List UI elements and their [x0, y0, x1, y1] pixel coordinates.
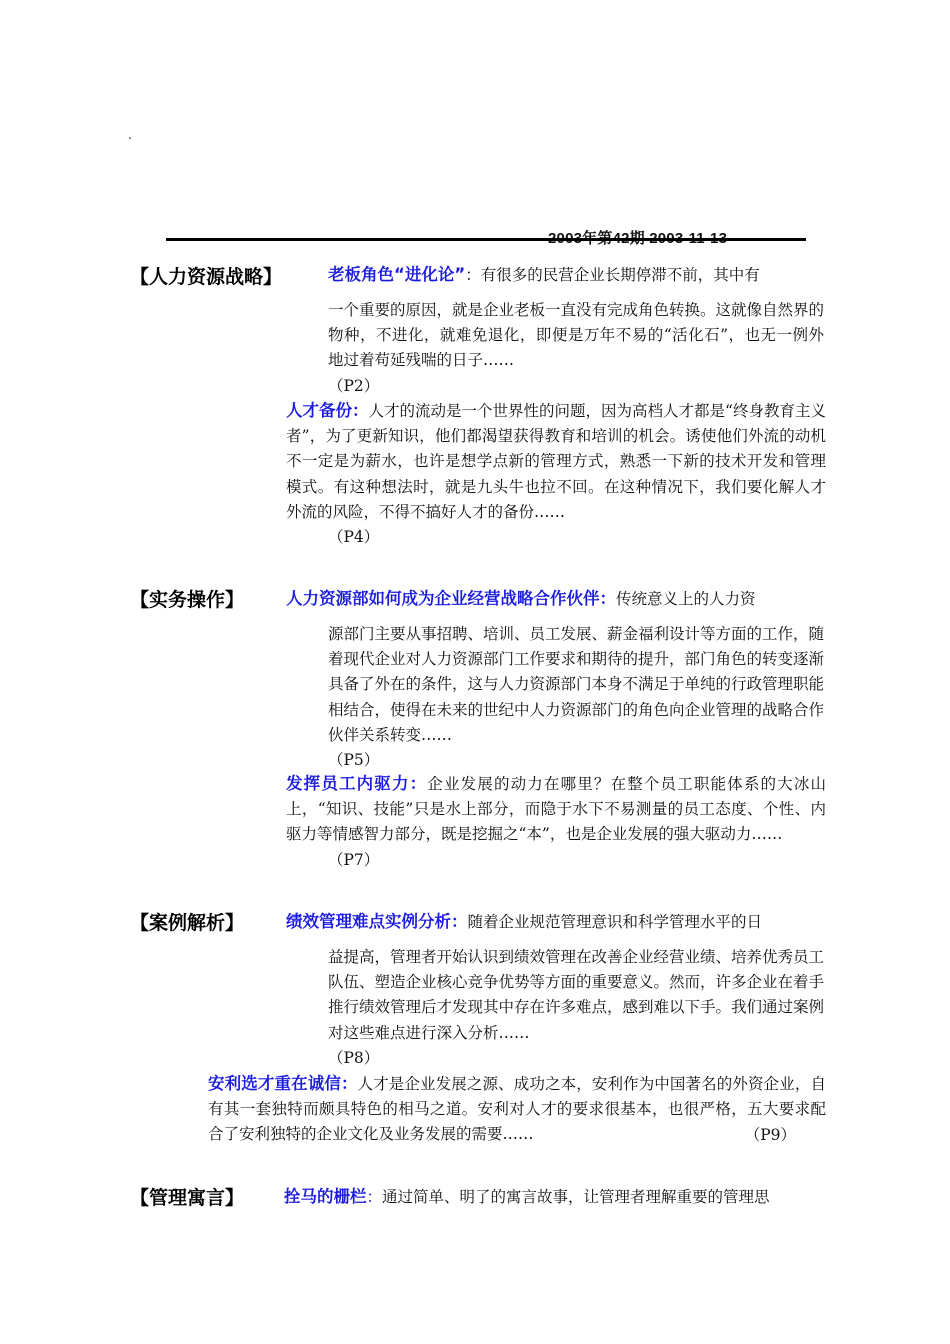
article-talent-backup-title[interactable]: 人才备份： [286, 401, 369, 420]
article-amway: 安利选才重在诚信：人才是企业发展之源、成功之本，安利作为中国著名的外资企业，自有其一套独特而颇具特色的相马之道。安利对人才的要求很基本，也很严格，五大要求配合了安利独特的企业文化及业务发展的需要…… （P9） [208, 1071, 826, 1148]
article-fence-title[interactable]: 拴马的栅栏 [284, 1187, 367, 1206]
article-performance-title[interactable]: 绩效管理难点实例分析： [286, 912, 468, 931]
stray-dot: . [128, 128, 132, 142]
page-ref: （P2） [328, 376, 380, 395]
article-boss-role-first-line: 老板角色“进化论”：有很多的民营企业长期停滞不前，其中有 [328, 265, 760, 284]
section-practice: 【实务操作】 [130, 589, 245, 611]
article-employee-drive: 发挥员工内驱力：企业发展的动力在哪里？在整个员工职能体系的大冰山上，“知识、技能”只是水上部分，而隐于水下不易测量的员工态度、个性、内驱力等情感智力部分，既是挖掘之“本”，也是企业发展的强大驱动力…… （P7） [286, 771, 826, 873]
page-ref: （P9） [744, 1125, 796, 1144]
page-ref: （P7） [328, 850, 380, 869]
article-boss-role-title[interactable]: 老板角色“进化论” [328, 265, 466, 284]
article-talent-backup: 人才备份：人才的流动是一个世界性的问题，因为高档人才都是“终身教育主义者”，为了更新知识，他们都渴望获得教育和培训的机会。诱使他们外流的动机不一定是为薪水，也许是想学点新的管理方式，熟悉一下新的技术开发和管理模式。有这种想法时，就是九头牛也拉不回。在这种情况下，我们要化解人才外流的风险，不得不搞好人才的备份…… （P4） [286, 398, 826, 550]
article-performance-body: 益提高，管理者开始认识到绩效管理在改善企业经营业绩、培养优秀员工队伍、塑造企业核心竞争优势等方面的重要意义。然而，许多企业在着手推行绩效管理后才发现其中存在许多难点，感到难以下手。我们通过案例对这些难点进行深入分析…… （P8） [328, 945, 824, 1071]
page-ref: （P4） [328, 528, 380, 547]
section-case-analysis: 【案例解析】 [130, 912, 245, 934]
section-management-fable: 【管理寓言】 [130, 1187, 245, 1209]
article-fence-first-line: 拴马的栅栏：通过简单、明了的寓言故事，让管理者理解重要的管理思 [284, 1187, 770, 1206]
article-hr-partner-first-line: 人力资源部如何成为企业经营战略合作伙伴：传统意义上的人力资 [286, 589, 756, 608]
article-hr-partner-body: 源部门主要从事招聘、培训、员工发展、薪金福利设计等方面的工作，随着现代企业对人力资源部门工作要求和期待的提升，部门角色的转变逐渐具备了外在的条件，这与人力资源部门本身不满足于单纯的行政管理职能相结合，使得在未来的世纪中人力资源部门的角色向企业管理的战略合作伙伴关系转变…… （P5） [328, 622, 824, 773]
article-amway-title[interactable]: 安利选才重在诚信： [208, 1074, 358, 1093]
page-ref: （P8） [328, 1048, 380, 1067]
article-employee-drive-title[interactable]: 发挥员工内驱力： [286, 774, 428, 793]
header-rule [166, 238, 806, 241]
section-hr-strategy: 【人力资源战略】 [130, 266, 283, 288]
article-performance-first-line: 绩效管理难点实例分析：随着企业规范管理意识和科学管理水平的日 [286, 912, 763, 931]
article-hr-partner-title[interactable]: 人力资源部如何成为企业经营战略合作伙伴： [286, 589, 616, 608]
article-boss-role-body: 一个重要的原因，就是企业老板一直没有完成角色转换。这就像自然界的物种，不进化，就难免退化，即便是万年不易的“活化石”，也无一例外地过着苟延残喘的日子…… （P2） [328, 298, 824, 399]
page-ref: （P5） [328, 751, 380, 770]
